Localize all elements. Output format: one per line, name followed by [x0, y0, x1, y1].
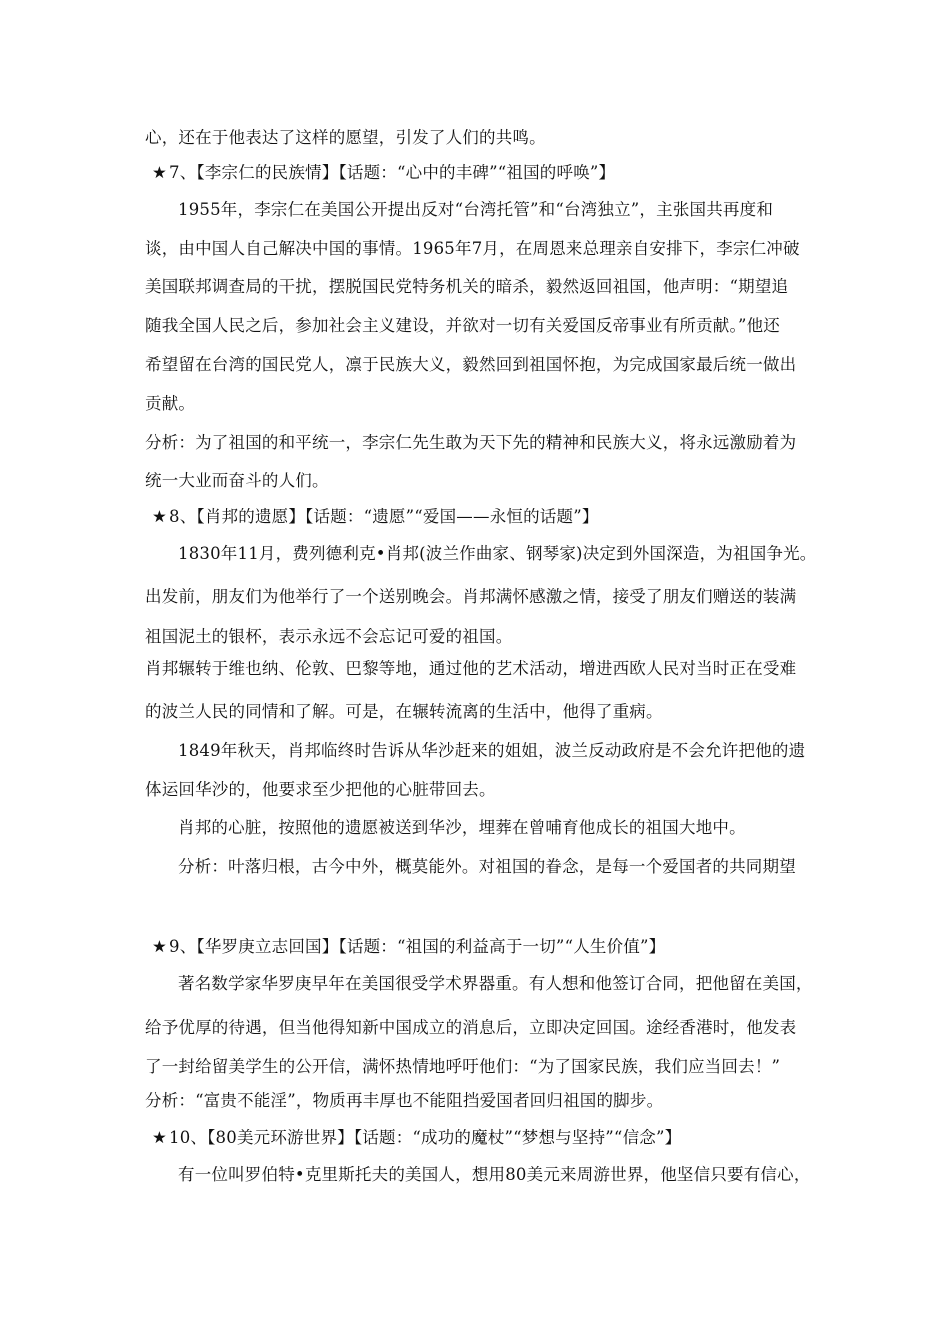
text-line: 祖国泥土的银杯，表示永远不会忘记可爱的祖国。 [145, 627, 513, 646]
star-icon: ★ [152, 163, 167, 182]
analysis-line: 分析：叶落归根，古今中外，概莫能外。对祖国的眷念，是每一个爱国者的共同期望 [178, 857, 796, 876]
star-icon: ★ [152, 937, 167, 956]
text-line: 有一位叫罗伯特•克里斯托夫的美国人，想用80美元来周游世界，他坚信只要有信心， [178, 1165, 811, 1184]
star-icon: ★ [152, 1128, 167, 1147]
star-icon: ★ [152, 507, 167, 526]
text-line: 希望留在台湾的国民党人，凛于民族大义，毅然回到祖国怀抱，为完成国家最后统一做出 [145, 355, 797, 374]
analysis-line: 分析：为了祖国的和平统一，李宗仁先生敢为天下先的精神和民族大义，将永远激励着为 [145, 433, 797, 452]
text-line: 著名数学家华罗庚早年在美国很受学术界器重。有人想和他签订合同，把他留在美国， [178, 974, 813, 993]
text-line: 1830年11月，费列德利克•肖邦(波兰作曲家、钢琴家)决定到外国深造，为祖国争光。 [178, 544, 817, 563]
text-line: 贡献。 [145, 394, 196, 413]
text-line: 了一封给留美学生的公开信，满怀热情地呼吁他们：“为了国家民族，我们应当回去！” [145, 1057, 781, 1076]
analysis-line: 分析：“富贵不能淫”，物质再丰厚也不能阻挡爱国者回归祖国的脚步。 [145, 1091, 664, 1110]
text-line: 1849年秋天，肖邦临终时告诉从华沙赶来的姐姐，波兰反动政府是不会允许把他的遗 [178, 741, 806, 760]
heading-text: 10、【80美元环游世界】【话题：“成功的魔杖”“梦想与坚持”“信念”】 [169, 1128, 682, 1147]
analysis-line: 统一大业而奋斗的人们。 [145, 471, 329, 490]
text-line: 给予优厚的待遇，但当他得知新中国成立的消息后，立即决定回国。途经香港时，他发表 [145, 1018, 797, 1037]
text-line: 出发前，朋友们为他举行了一个送别晚会。肖邦满怀感激之情，接受了朋友们赠送的装满 [145, 587, 797, 606]
text-line: 体运回华沙的，他要求至少把他的心脏带回去。 [145, 780, 496, 799]
heading-text: 9、【华罗庚立志回国】【话题：“祖国的利益高于一切”“人生价值”】 [169, 937, 666, 956]
text-line: 美国联邦调查局的干扰，摆脱国民党特务机关的暗杀，毅然返回祖国，他声明：“期望追 [145, 277, 789, 296]
text-line: 心，还在于他表达了这样的愿望，引发了人们的共鸣。 [145, 128, 546, 147]
text-line: 1955年，李宗仁在美国公开提出反对“台湾托管”和“台湾独立”，主张国共再度和 [178, 200, 774, 219]
text-line: 谈，由中国人自己解决中国的事情。1965年7月，在周恩来总理亲自安排下，李宗仁冲破 [145, 239, 800, 258]
heading-text: 8、【肖邦的遗愿】【话题：“遗愿”“爱国——永恒的话题”】 [169, 507, 599, 526]
heading-text: 7、【李宗仁的民族情】【话题：“心中的丰碑”“祖国的呼唤”】 [169, 163, 616, 182]
text-line: 肖邦辗转于维也纳、伦敦、巴黎等地，通过他的艺术活动，增进西欧人民对当时正在受难 [145, 659, 797, 678]
text-line: 的波兰人民的同情和了解。可是，在辗转流离的生活中，他得了重病。 [145, 702, 663, 721]
text-line: 肖邦的心脏，按照他的遗愿被送到华沙，埋葬在曾哺育他成长的祖国大地中。 [178, 818, 746, 837]
text-line: 随我全国人民之后，参加社会主义建设，并欲对一切有关爱国反帝事业有所贡献。”他还 [145, 316, 780, 335]
section-heading-10 [152, 1127, 832, 1149]
section-heading-8 [152, 506, 832, 528]
section-heading-7 [152, 162, 832, 184]
section-heading-9 [152, 936, 832, 958]
